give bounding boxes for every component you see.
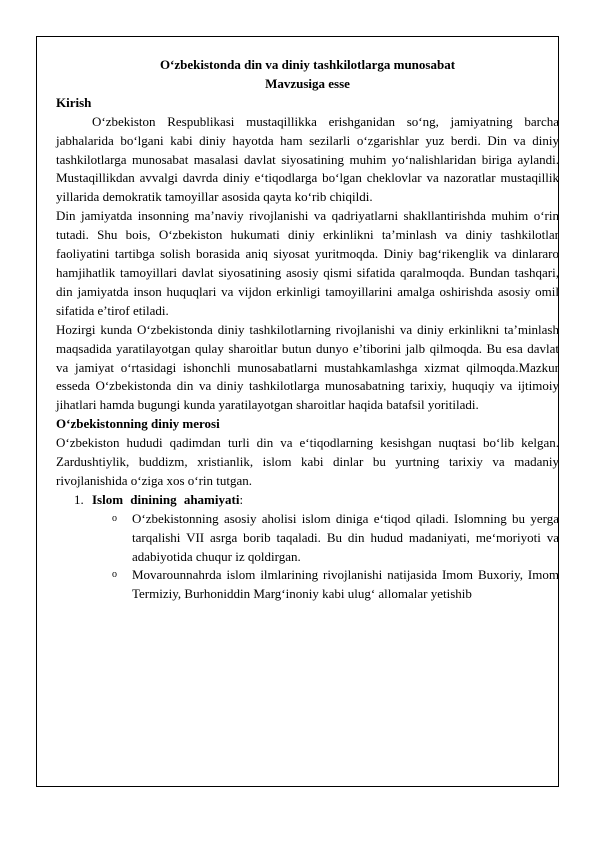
list-item-text: Movarounnahrda islom ilmlarining rivojlanishi natijasida Imom Buxoriy, Imom Termiziy, Burhoniddin Marg‘inoniy kabi ulug‘ allomalar yetishib: [132, 567, 559, 602]
section-heading-intro: Kirish: [56, 94, 92, 110]
bullet-marker: o: [112, 569, 117, 581]
paragraph: O‘zbekiston Respublikasi mustaqillikka erishganidan so‘ng, jamiyatning barcha jabhalarida bo‘lgani kabi diniy hayotda ham sezilarli o‘zgarishlar yuz berdi. Din va diniy tashkilotlarga munosabat masalasi davlat siyosatining muhim yo‘nalishlaridan biriga aylandi. Mustaqillikdan avvalgi davrda diniy e‘tiqodlarga bo‘lgan cheklovlar va nazoratlar mustaqillik yillarida demokratik tamoyillar asosida qayta ko‘rib chiqildi.: [56, 113, 559, 205]
paragraph: Din jamiyatda insonning ma’naviy rivojlanishi va qadriyatlarni shakllantirishda muhim o‘rin tutadi. Shu bois, O‘zbekiston hukumati diniy erkinlikni ta’minlash va diniy tashkilotlar faoliyatini tartibga solish borasida aniq siyosat yuritmoqda. Diniy bag‘rikenglik va dinlararo hamjihatlik tamoyillari davlat siyosatining asosiy qismi sifatida qaralmoqda. Bundan tashqari, din jamiyatda inson huquqlari va vijdon erkinligi tamoyillarini amalga oshirishda asosiy omil sifatida e’tirof etiladi.: [56, 208, 559, 318]
document-body: [56, 56, 559, 604]
item-suffix: :: [239, 491, 244, 507]
paragraph: Hozirgi kunda O‘zbekistonda diniy tashkilotlarning rivojlanishi va diniy erkinlikni ta’minlash maqsadida yaratilayotgan qulay sharoitlar butun dunyo e’tiborini jalb qilmoqda. Bu esa davlat va jamiyat o‘rtasidagi ishonchli munosabatlarni mustahkamlashga xizmat qilmoqda.Mazkur esseda O‘zbekistonda din va diniy tashkilotlarga munosabatning tarixiy, huquqiy va ijtimoiy jihatlari hamda bugungi kunda yaratilayotgan sharoitlar haqida batafsil yoritiladi.: [56, 321, 559, 413]
numbered-item: [56, 491, 559, 510]
document-subtitle: Mavzusiga esse: [265, 75, 350, 91]
document-title: O‘zbekistonda din va diniy tashkilotlarga munosabat: [159, 57, 456, 72]
item-label: Islom dinining ahamiyati: [92, 491, 240, 507]
bullet-marker: o: [112, 512, 117, 524]
section-heading-heritage: O‘zbekistonning diniy merosi: [56, 416, 220, 432]
list-item-text: O‘zbekistonning asosiy aholisi islom diniga e‘tiqod qiladi. Islomning bu yerga tarqalishi VII asrga borib taqaladi. Bu din hudud madaniyati, me‘moriyoti va adabiyotida chuqur iz qoldirgan.: [132, 510, 559, 564]
list-item: [56, 566, 559, 604]
item-number: 1.: [74, 491, 84, 507]
paragraph: O‘zbekiston hududi qadimdan turli din va e‘tiqodlarning kesishgan nuqtasi bo‘lib kelgan. Zardushtiylik, buddizm, xristianlik, islom kabi dinlar bu yurtning tarixiy va madaniy rivojlanishida o‘ziga xos o‘rin tutgan.: [56, 435, 559, 488]
list-item: [56, 510, 559, 567]
